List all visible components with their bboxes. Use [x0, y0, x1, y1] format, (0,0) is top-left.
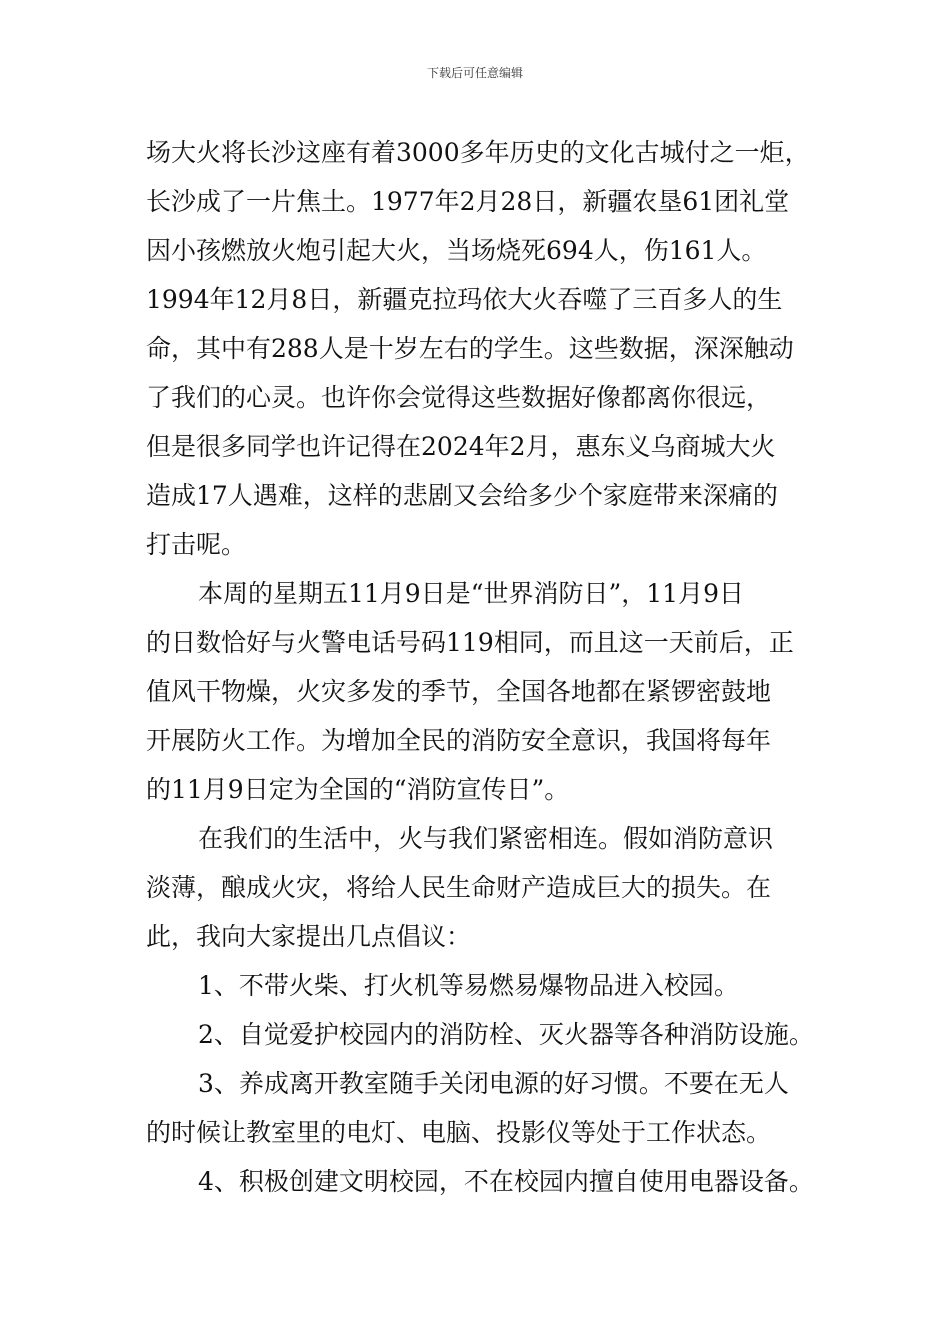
- paragraph-fire-history: [146, 128, 818, 569]
- text-line: 了我们的心灵。也许你会觉得这些数据好像都离你很远，: [146, 383, 772, 412]
- text-line: 的日数恰好与火警电话号码119相同，而且这一天前后，正: [146, 628, 794, 657]
- header-note: 下载后可任意编辑: [426, 66, 523, 80]
- text-line: 打击呢。: [146, 530, 247, 559]
- text-line: 4、积极创建文明校园，不在校园内擅自使用电器设备。: [198, 1167, 814, 1196]
- text-line: 值风干物燥，火灾多发的季节，全国各地都在紧锣密鼓地: [146, 677, 772, 706]
- text-line: 此，我向大家提出几点倡议：: [146, 922, 472, 951]
- text-line: 场大火将长沙这座有着3000多年历史的文化古城付之一炬，: [146, 138, 810, 167]
- text-line: 开展防火工作。为增加全民的消防安全意识，我国将每年: [146, 726, 772, 755]
- paragraph-fire-day: [146, 569, 818, 814]
- text-line: 本周的星期五11月9日是“世界消防日”，11月9日: [198, 579, 744, 608]
- proposal-item-3: [146, 1059, 818, 1157]
- text-line: 的11月9日定为全国的“消防宣传日”。: [146, 775, 570, 804]
- text-line: 造成17人遇难，这样的悲剧又会给多少个家庭带来深痛的: [146, 481, 778, 510]
- text-line: 长沙成了一片焦土。1977年2月28日，新疆农垦61团礼堂: [146, 187, 790, 216]
- text-line: 的时候让教室里的电灯、电脑、投影仪等处于工作状态。: [146, 1118, 772, 1147]
- proposal-item-1: [146, 961, 818, 1010]
- text-line: 淡薄，酿成火灾，将给人民生命财产造成巨大的损失。在: [146, 873, 772, 902]
- text-line: 2、自觉爱护校园内的消防栓、灭火器等各种消防设施。: [198, 1020, 814, 1049]
- text-line: 但是很多同学也许记得在2024年2月，惠东义乌商城大火: [146, 432, 776, 461]
- text-line: 1、不带火柴、打火机等易燃易爆物品进入校园。: [198, 971, 739, 1000]
- text-line: 在我们的生活中，火与我们紧密相连。假如消防意识: [198, 824, 774, 853]
- proposal-item-4: [146, 1157, 818, 1206]
- text-line: 1994年12月8日，新疆克拉玛依大火吞噬了三百多人的生: [146, 285, 783, 314]
- body-text: [146, 128, 818, 1206]
- text-line: 因小孩燃放火炮引起大火，当场烧死694人，伤161人。: [146, 236, 767, 265]
- paragraph-proposal-intro: [146, 814, 818, 961]
- text-line: 3、养成离开教室随手关闭电源的好习惯。不要在无人: [198, 1069, 789, 1098]
- proposal-item-2: [146, 1010, 818, 1059]
- text-line: 命，其中有288人是十岁左右的学生。这些数据，深深触动: [146, 334, 794, 363]
